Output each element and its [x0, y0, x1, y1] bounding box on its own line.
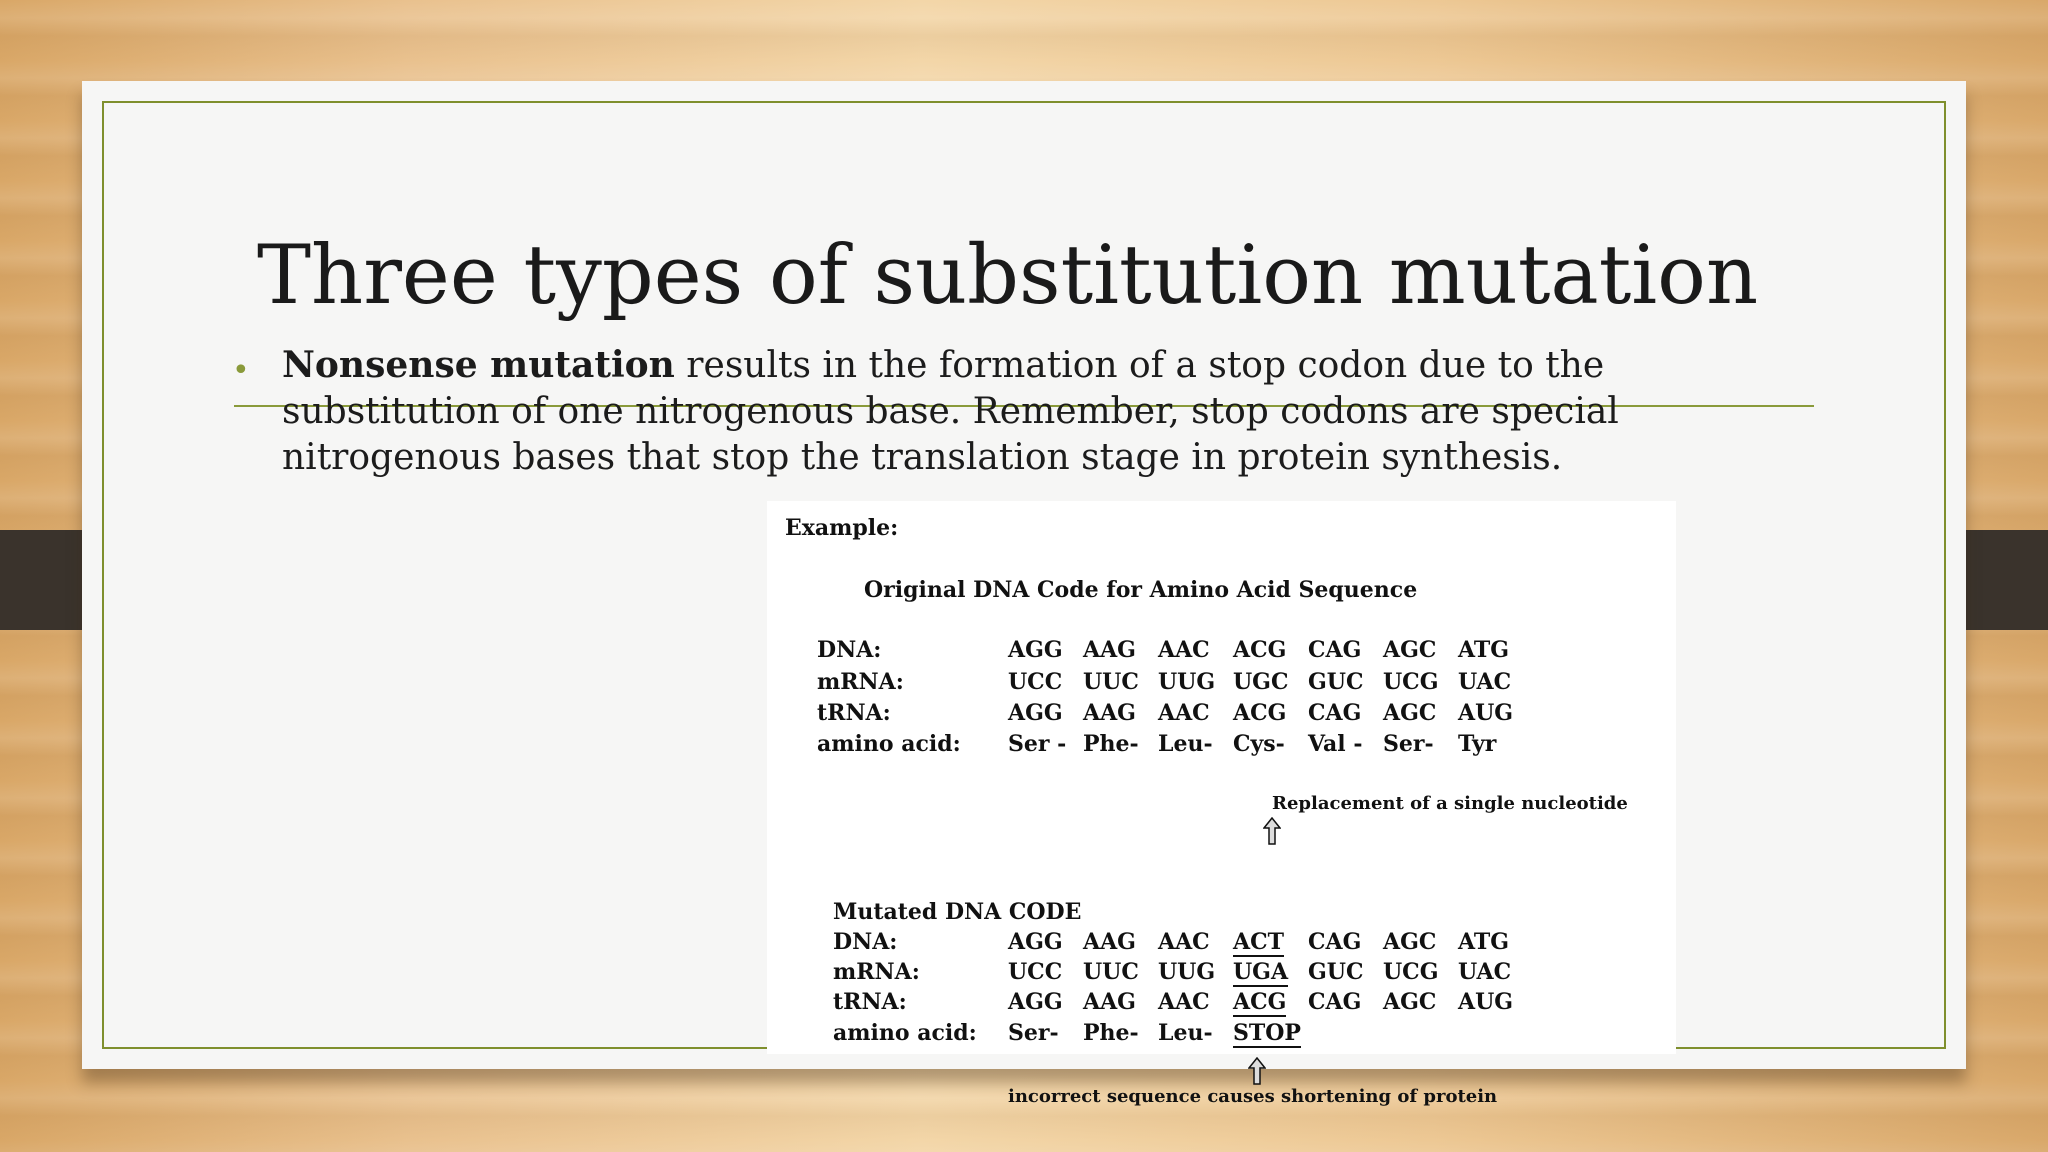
mutated-codon: UGA	[1233, 959, 1289, 985]
bullet-description: results in the formation of a stop codon due to the substitution of one nitrogenous base. Remember, stop codons are special nitrogenous bases that stop the translation stage in protein synthesis.	[282, 345, 1619, 478]
codon: GUC	[1308, 959, 1364, 985]
codon: AAG	[1083, 700, 1136, 726]
codon: AAC	[1158, 637, 1210, 663]
codon: ATG	[1458, 929, 1510, 955]
codon: AAG	[1083, 637, 1136, 663]
example-figure	[767, 501, 1676, 1107]
amino-acid: Leu-	[1158, 1020, 1213, 1046]
codon: AGC	[1383, 929, 1437, 955]
codon: UAC	[1458, 669, 1512, 695]
codon: UGC	[1233, 669, 1289, 695]
codon: AAC	[1158, 700, 1210, 726]
codon: AGC	[1383, 700, 1437, 726]
mutated-codon: ACG	[1233, 989, 1287, 1015]
amino-acid: Phe-	[1083, 731, 1139, 757]
codon: UCC	[1008, 959, 1063, 985]
mutated-label-amino: amino acid:	[833, 1020, 977, 1046]
up-arrow-icon	[1263, 817, 1281, 845]
codon: GUC	[1308, 669, 1364, 695]
codon: AGG	[1008, 929, 1063, 955]
bullet-text	[282, 342, 1742, 481]
codon: AAC	[1158, 989, 1210, 1015]
codon: AGC	[1383, 637, 1437, 663]
example-label: Example:	[785, 515, 899, 541]
original-label-dna: DNA:	[817, 637, 882, 663]
amino-acid: Ser-	[1383, 731, 1434, 757]
codon: AGC	[1383, 989, 1437, 1015]
mutated-label-mrna: mRNA:	[833, 959, 920, 985]
stop-codon: STOP	[1233, 1020, 1301, 1046]
replacement-note: Replacement of a single nucleotide	[1272, 793, 1628, 814]
amino-acid: Tyr	[1458, 731, 1497, 757]
codon: CAG	[1308, 637, 1362, 663]
codon: AAG	[1083, 929, 1136, 955]
codon: UUG	[1158, 669, 1216, 695]
codon: CAG	[1308, 700, 1362, 726]
slide-title: Three types of substitution mutation	[257, 229, 1759, 323]
up-arrow-icon	[1248, 1057, 1266, 1085]
mutated-label-dna: DNA:	[833, 929, 898, 955]
mutated-codon: ACT	[1233, 929, 1284, 955]
codon: CAG	[1308, 929, 1362, 955]
codon: AGG	[1008, 700, 1063, 726]
original-label-amino: amino acid:	[817, 731, 961, 757]
codon: AUG	[1458, 989, 1514, 1015]
codon: UCC	[1008, 669, 1063, 695]
slide	[82, 81, 1966, 1107]
amino-acid: Val -	[1308, 731, 1363, 757]
codon: UCG	[1383, 959, 1439, 985]
codon: ACG	[1233, 637, 1287, 663]
codon: UCG	[1383, 669, 1439, 695]
codon: AUG	[1458, 700, 1514, 726]
codon: UAC	[1458, 959, 1512, 985]
amino-acid: Leu-	[1158, 731, 1213, 757]
codon: AAC	[1158, 929, 1210, 955]
codon: ACG	[1233, 700, 1287, 726]
amino-acid: Phe-	[1083, 1020, 1139, 1046]
codon: UUC	[1083, 669, 1139, 695]
bottom-note: incorrect sequence causes shortening of protein	[1008, 1086, 1498, 1107]
codon: ATG	[1458, 637, 1510, 663]
codon: UUG	[1158, 959, 1216, 985]
mutated-heading: Mutated DNA CODE	[833, 899, 1082, 925]
codon: AGG	[1008, 989, 1063, 1015]
original-heading: Original DNA Code for Amino Acid Sequence	[864, 577, 1418, 603]
codon: UUC	[1083, 959, 1139, 985]
bullet-term: Nonsense mutation	[282, 344, 675, 386]
codon: AAG	[1083, 989, 1136, 1015]
amino-acid: Cys-	[1233, 731, 1285, 757]
codon: AGG	[1008, 637, 1063, 663]
amino-acid: Ser-	[1008, 1020, 1059, 1046]
amino-acid: Ser -	[1008, 731, 1067, 757]
bullet-icon: •	[232, 353, 250, 388]
codon: CAG	[1308, 989, 1362, 1015]
original-label-mrna: mRNA:	[817, 669, 904, 695]
mutated-label-trna: tRNA:	[833, 989, 907, 1015]
original-label-trna: tRNA:	[817, 700, 891, 726]
